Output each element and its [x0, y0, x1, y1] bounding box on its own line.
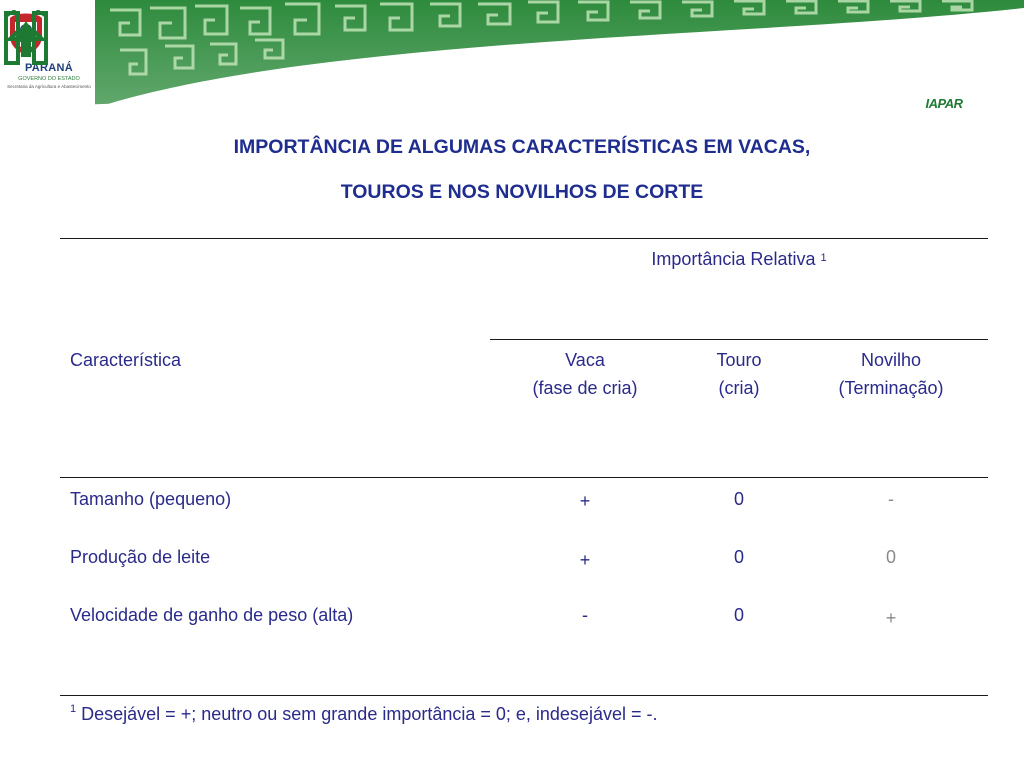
- row-label: Velocidade de ganho de peso (alta): [70, 605, 354, 625]
- table-top-rule: [60, 238, 988, 239]
- table-bottom-rule: [60, 695, 988, 696]
- parana-logo-name: PARANÁ: [24, 62, 74, 74]
- parana-logo-secretariat: Secretaria da Agricultura e Abastecimento: [7, 84, 91, 89]
- page-title-line-2: TOUROS E NOS NOVILHOS DE CORTE: [340, 181, 704, 203]
- group-header-label: Importância Relativa: [651, 249, 816, 269]
- row-header: Característica: [70, 350, 182, 370]
- header-banner: [0, 0, 1024, 120]
- iapar-logo-name: IAPAR: [925, 96, 963, 111]
- value-touro: 0: [733, 547, 744, 567]
- group-header: [490, 245, 988, 273]
- iapar-logo-icon: [0, 0, 52, 78]
- header-bottom-rule: [60, 477, 988, 478]
- value-novilho: -: [888, 489, 894, 509]
- column-header-novilho: [806, 346, 976, 402]
- column-header-sub: (Terminação): [838, 378, 944, 398]
- value-touro: 0: [733, 489, 744, 509]
- value-novilho: 0: [885, 547, 896, 567]
- page-title-line-1: IMPORTÂNCIA DE ALGUMAS CARACTERÍSTICAS EM VACAS,: [233, 136, 811, 158]
- group-header-sup: 1: [820, 252, 827, 264]
- column-header-vaca: [500, 346, 670, 402]
- column-header-touro: [684, 346, 794, 402]
- column-header-sub: (cria): [718, 378, 760, 398]
- value-vaca: +: [579, 550, 591, 570]
- footnote-sup: 1: [70, 703, 77, 715]
- footnote-text: Desejável = +; neutro ou sem grande importância = 0; e, indesejável = -.: [81, 704, 658, 724]
- value-vaca: +: [579, 491, 591, 511]
- value-touro: 0: [733, 605, 744, 625]
- value-novilho: +: [885, 608, 897, 628]
- row-label: Produção de leite: [70, 547, 211, 567]
- column-header-name: Novilho: [860, 350, 922, 370]
- footnote: [70, 704, 657, 725]
- column-header-name: Vaca: [565, 350, 605, 370]
- group-header-rule: [490, 339, 988, 340]
- column-header-name: Touro: [716, 350, 762, 370]
- parana-logo-government: GOVERNO DO ESTADO: [18, 76, 80, 82]
- column-header-sub: (fase de cria): [532, 378, 638, 398]
- banner-pattern: [0, 0, 1024, 120]
- row-label: Tamanho (pequeno): [70, 489, 232, 509]
- value-vaca: -: [582, 605, 588, 625]
